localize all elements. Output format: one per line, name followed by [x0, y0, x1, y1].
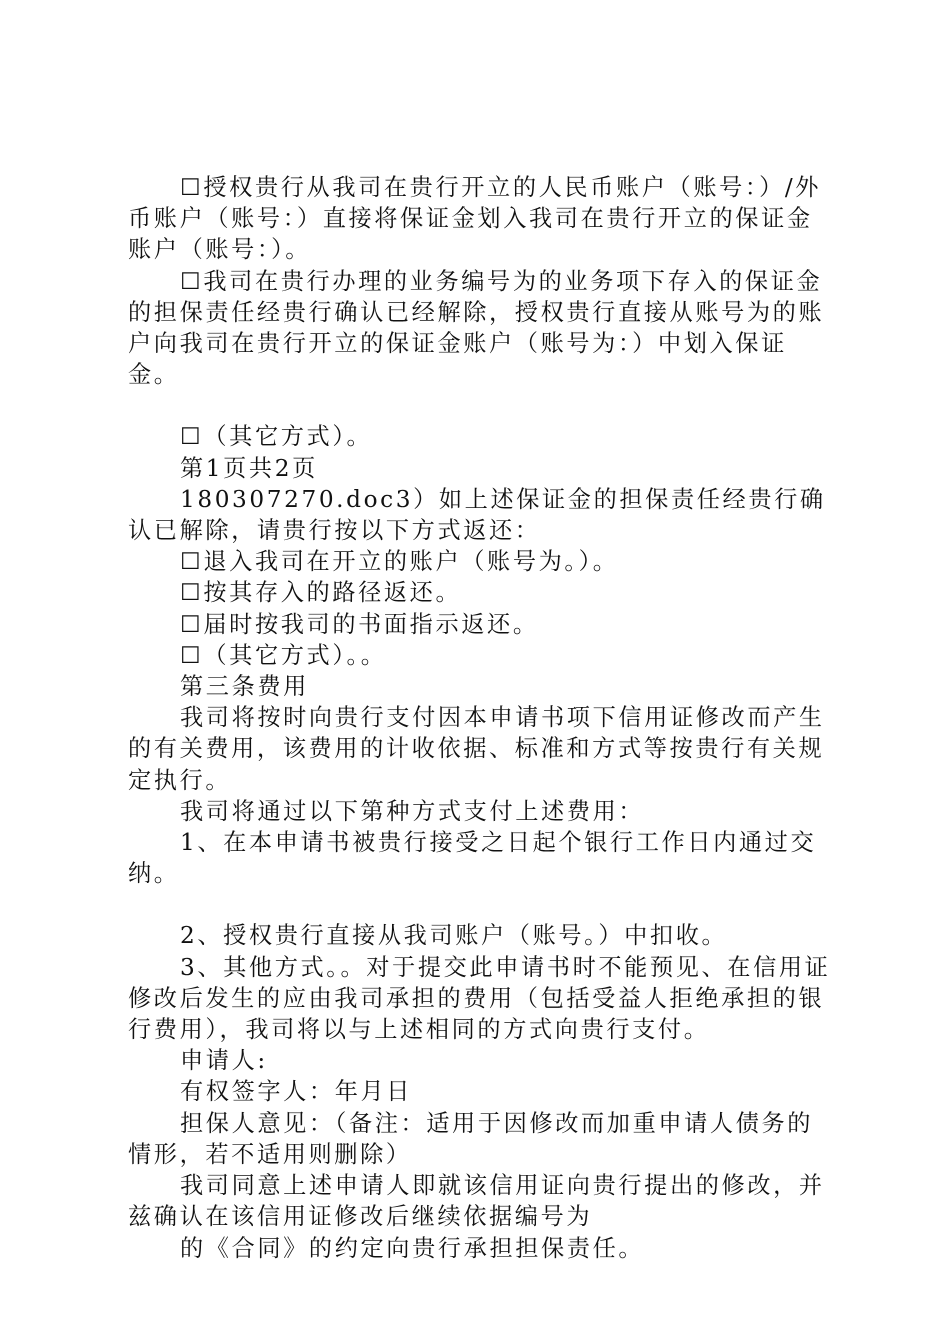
- paragraph-fees-option-2: 2、授权贵行直接从我司账户（账号。）中扣收。: [180, 922, 728, 950]
- page-footer-number: 第1页共2页: [180, 454, 318, 482]
- paragraph-fees-description: 我司将按时向贵行支付因本申请书项下信用证修改而产生的有关费用，该费用的计收依据、标准和方式等按贵行有关规定执行。: [128, 704, 825, 794]
- paragraph-return-option-account: ☐退入我司在开立的账户（账号为。）。: [180, 548, 619, 576]
- paragraph-return-option-instruction: ☐届时按我司的书面指示返还。: [180, 610, 539, 638]
- paragraph-authorize-transfer: ☐授权贵行从我司在贵行开立的人民币账户（账号：）/外币账户（账号：）直接将保证金划入我司在贵行开立的保证金账户（账号：）。: [128, 174, 822, 264]
- signatory-date-line: 有权签字人：年月日: [180, 1078, 413, 1106]
- paragraph-fees-option-3: 3、其他方式。。对于提交此申请书时不能预见、在信用证修改后发生的应由我司承担的费用（包括受益人拒绝承担的银行费用），我司将以与上述相同的方式向贵行支付。: [128, 953, 831, 1044]
- paragraph-other-method-1: ☐（其它方式）。: [180, 423, 373, 451]
- paragraph-guarantor-consent: 我司同意上述申请人即就该信用证向贵行提出的修改，并兹确认在该信用证修改后继续依据编号为: [128, 1172, 825, 1231]
- document-body: [128, 172, 834, 1264]
- section-heading-fees: 第三条费用: [180, 673, 309, 701]
- paragraph-return-option-path: ☐按其存入的路径返还。: [180, 579, 462, 607]
- paragraph-fees-method-intro: 我司将通过以下第种方式支付上述费用：: [180, 797, 645, 825]
- paragraph-return-method-intro: 180307270.doc3）如上述保证金的担保责任经贵行确认已解除，请贵行按以下方式返还：: [128, 485, 826, 545]
- paragraph-fees-option-1: 1、在本申请书被贵行接受之日起个银行工作日内通过交纳。: [128, 829, 817, 888]
- paragraph-released-deposit: ☐我司在贵行办理的业务编号为的业务项下存入的保证金的担保责任经贵行确认已经解除，授权贵行直接从账号为的账户向我司在贵行开立的保证金账户（账号为：）中划入保证金。: [128, 267, 825, 389]
- guarantor-opinion-heading: 担保人意见：（备注：适用于因修改而加重申请人债务的情形，若不适用则删除）: [128, 1109, 814, 1168]
- paragraph-return-option-other: ☐（其它方式）。。: [180, 641, 387, 669]
- applicant-label: 申请人:: [180, 1047, 268, 1075]
- paragraph-contract-reference: 的《合同》的约定向贵行承担担保责任。: [180, 1234, 645, 1262]
